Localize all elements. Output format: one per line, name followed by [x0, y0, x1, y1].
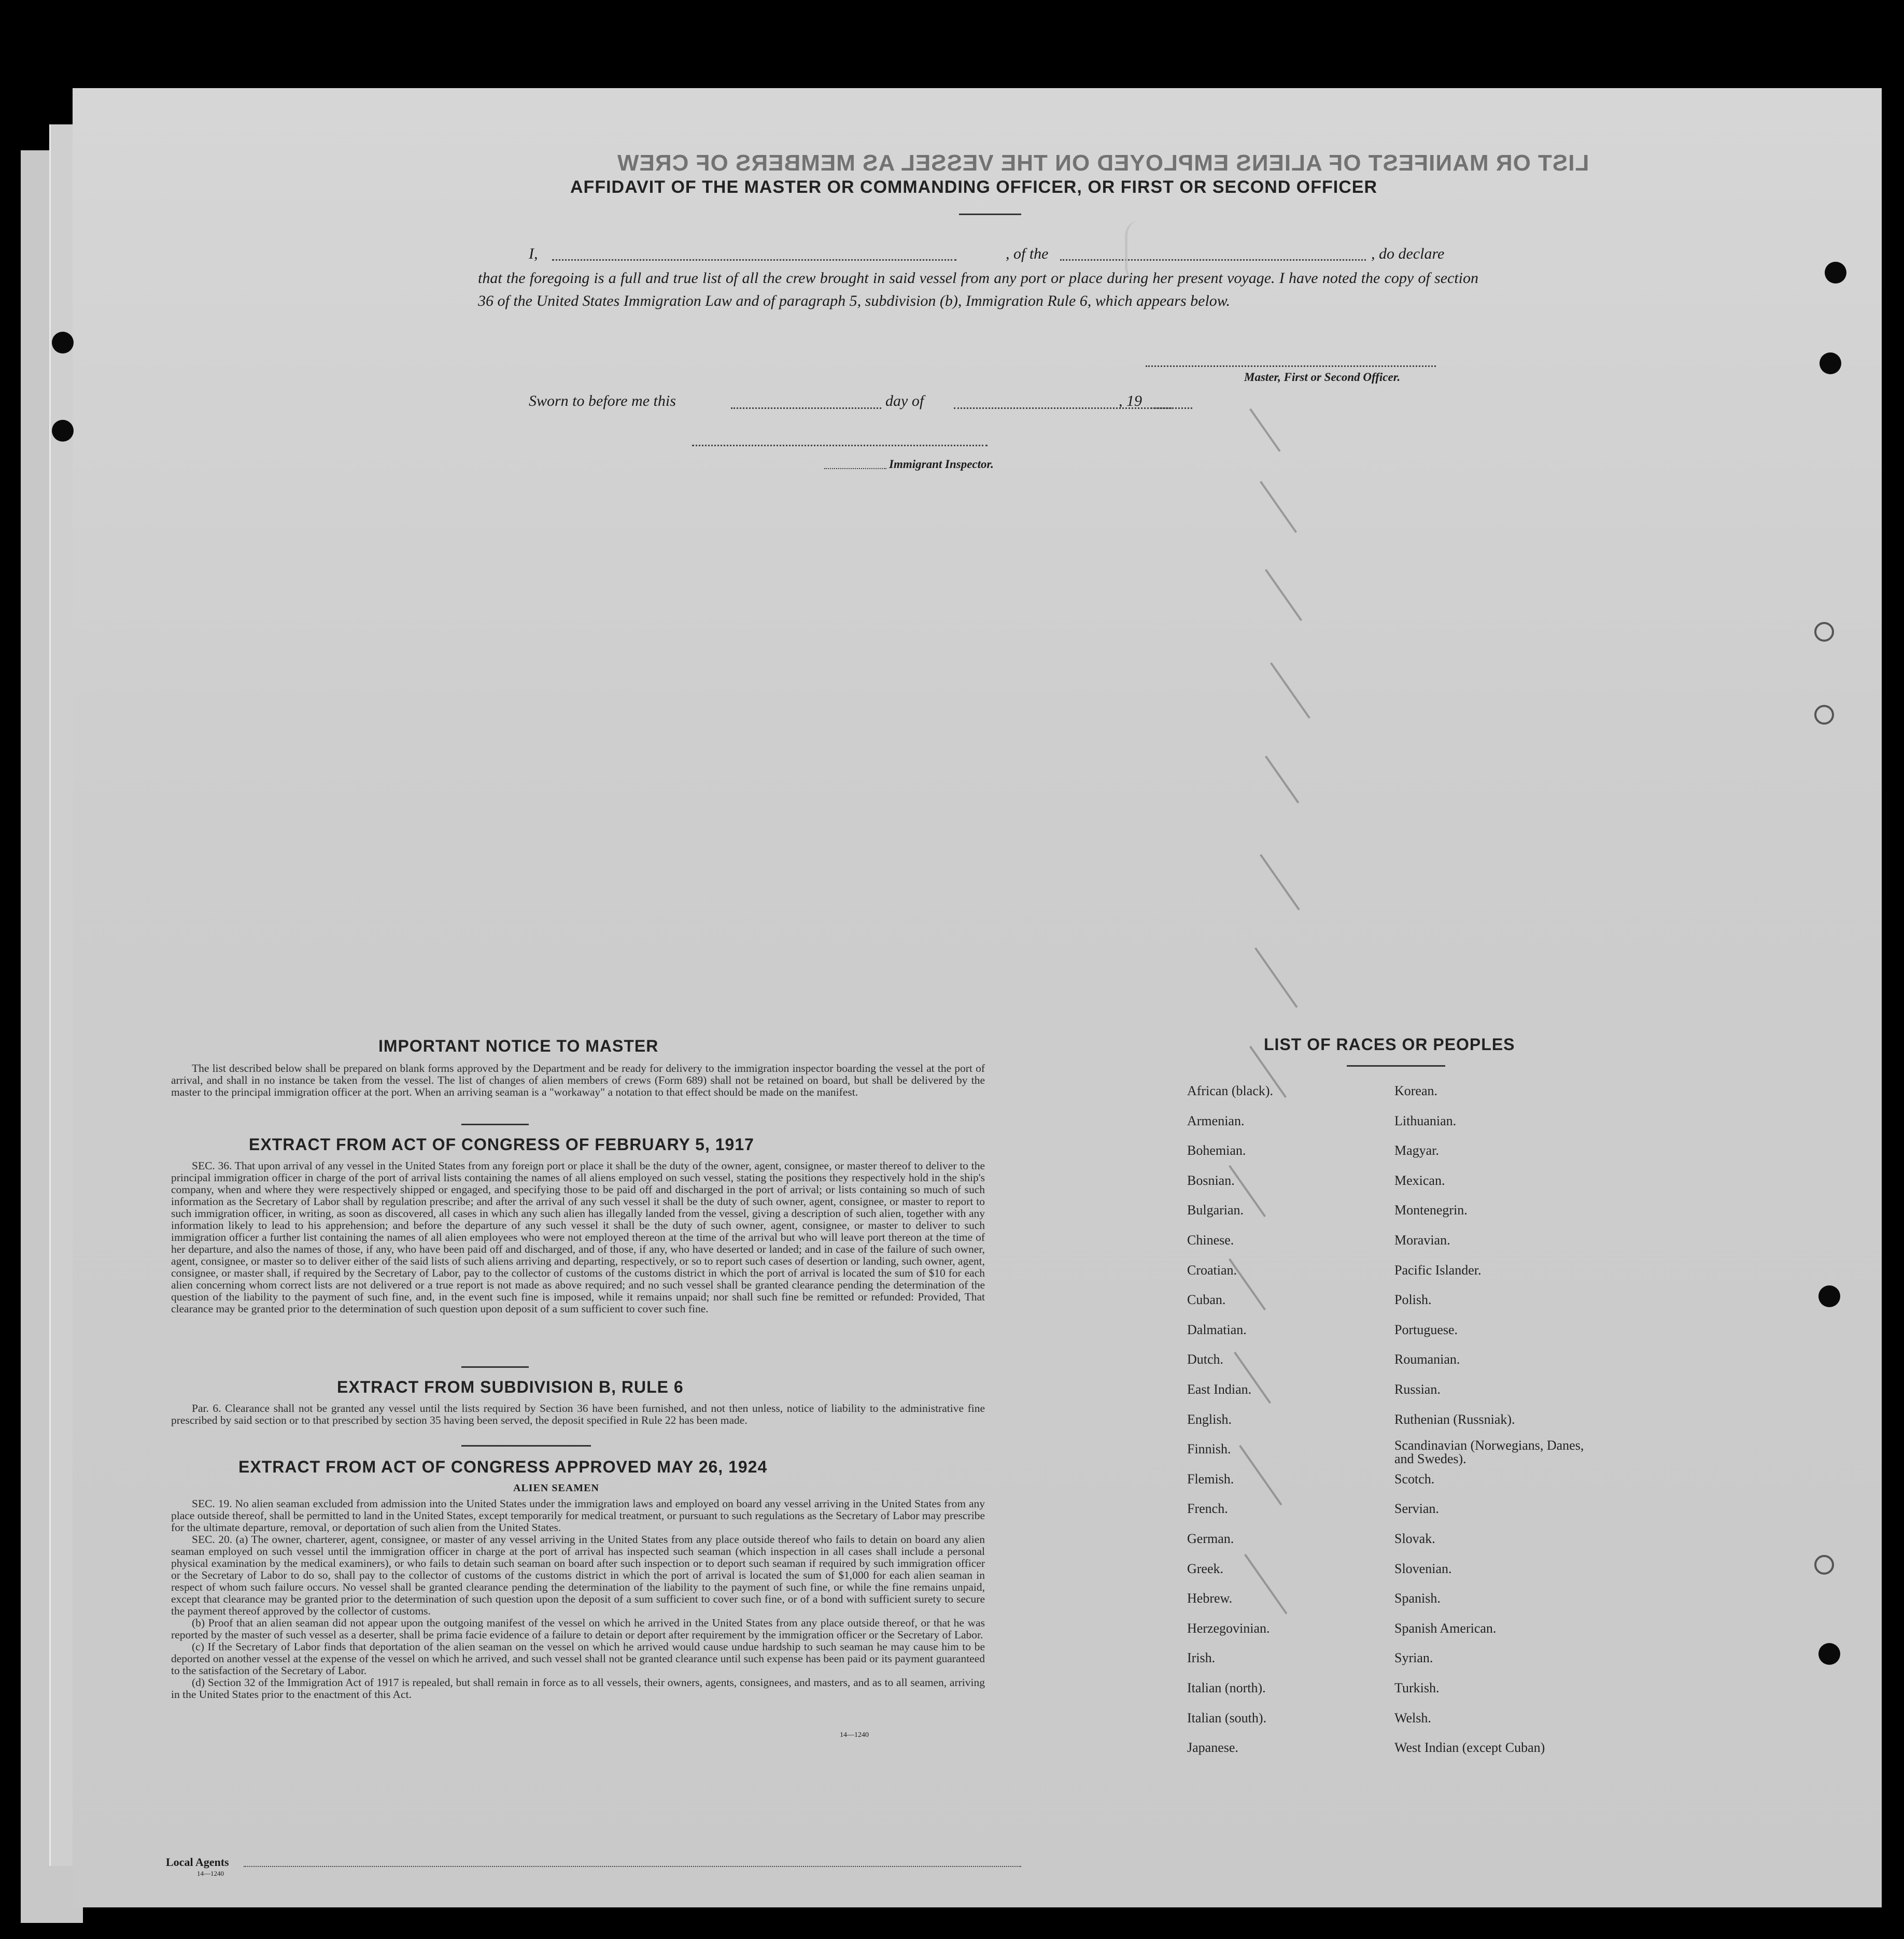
vessel-name-blank[interactable] — [1060, 259, 1366, 261]
ghost-header: LIST OR MANIFEST OF ALIENS EMPLOYED ON THE VESSEL AS MEMBERS OF CREW — [617, 150, 1589, 176]
races-title: LIST OF RACES OR PEOPLES — [1264, 1035, 1515, 1054]
race-item: Turkish. — [1394, 1680, 1440, 1695]
race-item: Scotch. — [1394, 1471, 1435, 1487]
race-item: Dalmatian. — [1187, 1322, 1247, 1337]
day-blank[interactable] — [731, 407, 881, 409]
footer-code: 14—1240 — [197, 1870, 224, 1877]
extract-1924-body — [171, 1498, 985, 1701]
race-item: French. — [1187, 1501, 1228, 1517]
pencil-slash — [1265, 756, 1299, 803]
pencil-slash — [1249, 408, 1281, 452]
inspector-signature-line[interactable] — [692, 445, 988, 446]
inspector-prefix-line — [824, 468, 886, 469]
race-item: Ruthenian (Russniak). — [1394, 1411, 1515, 1427]
race-item: East Indian. — [1187, 1382, 1252, 1397]
race-item: Portuguese. — [1394, 1322, 1458, 1337]
race-item: Russian. — [1394, 1382, 1441, 1397]
pencil-mark — [1125, 220, 1159, 282]
master-name-blank[interactable] — [552, 259, 956, 261]
signature-line[interactable] — [1146, 365, 1436, 367]
binder-hole — [52, 420, 74, 442]
declare-i: I, — [529, 245, 538, 262]
race-item: Slovenian. — [1394, 1561, 1452, 1576]
binder-hole — [1825, 262, 1846, 284]
pencil-slash — [1260, 854, 1300, 911]
race-item: Scandinavian (Norwegians, Danes, and Swedes). — [1394, 1438, 1584, 1467]
notice-paragraph: The list described below shall be prepared on blank forms approved by the Department and be ready for delivery to the immigration inspector boarding the vessel at the port of arrival, and shall in no instance be taken from the vessel. The list of changes of alien members of crews (Form 689) shall not be retained on board, but shall be delivered by the master to the principal immigration officer at the port. When an arriving seaman is a "workaway" a notation to that effect should be made on the manifest. — [171, 1062, 985, 1098]
binder-hole — [1814, 622, 1834, 642]
divider — [1347, 1065, 1445, 1067]
race-item: Roumanian. — [1394, 1352, 1460, 1367]
inspector-label: Immigrant Inspector. — [889, 458, 994, 471]
pencil-slash — [1270, 662, 1310, 719]
pencil-slash — [1260, 481, 1297, 533]
race-item: Herzegovinian. — [1187, 1620, 1270, 1636]
year-blank[interactable] — [1151, 407, 1172, 409]
day-of-text: day of — [885, 392, 924, 409]
race-item: Armenian. — [1187, 1113, 1245, 1128]
notice-title: IMPORTANT NOTICE TO MASTER — [378, 1037, 659, 1055]
binder-hole — [1818, 1643, 1840, 1665]
race-item: Flemish. — [1187, 1471, 1234, 1487]
divider — [461, 1124, 529, 1125]
year-prefix: , 19 — [1119, 392, 1142, 409]
race-item: Greek. — [1187, 1561, 1224, 1576]
sec-20b-paragraph: (b) Proof that an alien seaman did not appear upon the outgoing manifest of the vessel on which he arrived in the United States from any place outside thereof, or that he was reported by the master of such vessel as a deserter, shall be prima facie evidence of a failure to detain or deport after requirement by the immigration officer or the Secretary of Labor. — [171, 1617, 985, 1641]
pencil-slash — [1244, 1554, 1288, 1615]
notice-body — [171, 1063, 985, 1098]
race-item: Magyar. — [1394, 1143, 1439, 1158]
race-item: Spanish. — [1394, 1591, 1441, 1606]
sec-19-paragraph: SEC. 19. No alien seaman excluded from admission into the United States under the immigration laws and employed on board any vessel arriving in the United States from any place outside thereof, shall be permitted to land in the United States, except temporarily for medical treatment, or pursuant to such regulations as the Secretary of Labor may prescribe for the ultimate departure, removal, or deportation of such alien from the United States. — [171, 1497, 985, 1534]
race-item: Hebrew. — [1187, 1591, 1233, 1606]
race-item: Japanese. — [1187, 1740, 1238, 1756]
race-item: Polish. — [1394, 1292, 1432, 1308]
alien-seamen-subtitle: ALIEN SEAMEN — [513, 1482, 599, 1494]
title-underline — [959, 214, 1021, 215]
of-the-text: , of the — [1006, 245, 1049, 262]
divider — [461, 1366, 529, 1368]
sworn-text: Sworn to before me this — [529, 392, 676, 409]
race-item: Spanish American. — [1394, 1620, 1497, 1636]
binder-hole — [1814, 1555, 1834, 1575]
binder-hole — [52, 332, 74, 353]
extract-rule6-body — [171, 1403, 985, 1426]
race-item: Finnish. — [1187, 1441, 1231, 1457]
race-item: Dutch. — [1187, 1352, 1224, 1367]
affidavit-body: that the foregoing is a full and true list of all the crew brought in said vessel from any port or place during her present voyage. I have noted the copy of section 36 of the United States Immigration Law and of paragraph 5, subdivision (b), Immigration Rule 6, which appears below. — [478, 270, 1478, 309]
binder-hole — [1814, 705, 1834, 725]
race-item: Welsh. — [1394, 1710, 1431, 1725]
local-agents-label: Local Agents — [166, 1856, 229, 1869]
pencil-slash — [1265, 569, 1302, 621]
document-page — [73, 88, 1882, 1907]
local-agents-line[interactable] — [244, 1866, 1021, 1867]
extract-1924-title: EXTRACT FROM ACT OF CONGRESS APPROVED MAY 26, 1924 — [238, 1457, 768, 1476]
race-item: Bosnian. — [1187, 1172, 1235, 1188]
pencil-slash — [1254, 947, 1298, 1008]
race-item: Mexican. — [1394, 1172, 1445, 1188]
race-item: Korean. — [1394, 1083, 1438, 1098]
form-code: 14—1240 — [840, 1731, 869, 1739]
sec-20d-paragraph: (d) Section 32 of the Immigration Act of 1917 is repealed, but shall remain in force as to all vessels, their owners, agents, consignees, and masters, and as to all seamen, arriving in the United States prior to the enactment of this Act. — [171, 1676, 985, 1701]
do-declare-text: , do declare — [1371, 245, 1445, 262]
binder-hole — [1820, 352, 1841, 374]
race-item: Syrian. — [1394, 1650, 1433, 1666]
race-item: Bulgarian. — [1187, 1202, 1244, 1218]
race-item: Moravian. — [1394, 1233, 1450, 1248]
race-item: West Indian (except Cuban) — [1394, 1740, 1545, 1756]
race-item: Irish. — [1187, 1650, 1216, 1666]
divider — [461, 1445, 591, 1447]
race-item: German. — [1187, 1531, 1234, 1546]
race-item: Montenegrin. — [1394, 1202, 1468, 1218]
section-36-paragraph: SEC. 36. That upon arrival of any vessel in the United States from any foreign port or place it shall be the duty of the owner, agent, consignee, or master thereof to deliver to the principal immigration officer in charge of the port of arrival lists containing the names of all aliens employed on such vessel, stating the positions they respectively hold in the ship's company, when and where they were respectively shipped or engaged, and specifying those to be paid off and discharged in the port of arrival; or lists containing so much of such information as the Secretary of Labor shall by regulation prescribe; and after the arrival of any such vessel it shall be the duty of such owner, agent, consignee, or master to report to such immigration officer, in writing, as soon as discovered, all cases in which any such alien has illegally landed from the vessel, giving a description of such alien, together with any information likely to lead to his apprehension; and before the departure of any such vessel it shall be the duty of such owner, agent, consignee, or master to deliver to such immigration officer a further list containing the names of all alien employees who were not employed thereon at the time of the arrival but who will leave port thereon at the time of her departure, and also the names of those, if any, who have been paid off and discharged, and of those, if any, who have deserted or landed; and in case of the failure of such owner, agent, consignee, or master so to deliver either of the said lists of such aliens arriving and departing, respectively, or so to report such cases of desertion or landing, such owner, agent, consignee, or master shall, if required by the Secretary of Labor, pay to the collector of customs of the customs district in which the port of arrival is located the sum of $10 for each alien concerning whom correct lists are not delivered or a true report is not made as above required; and no such vessel shall be granted clearance pending the determination of the question of the liability to the payment of such fine, and, in the event such fine is imposed, while it remains unpaid; nor shall such fine be remitted or refunded: Provided, That clearance may be granted prior to the determination of such question upon deposit of a sum sufficient to cover such fine. — [171, 1159, 985, 1315]
race-item: Croatian. — [1187, 1262, 1237, 1278]
race-item: Bohemian. — [1187, 1143, 1246, 1158]
race-item: African (black). — [1187, 1083, 1274, 1098]
extract-rule6-title: EXTRACT FROM SUBDIVISION B, RULE 6 — [337, 1378, 684, 1396]
race-item: Italian (north). — [1187, 1680, 1266, 1695]
race-item: Cuban. — [1187, 1292, 1226, 1308]
signature-label: Master, First or Second Officer. — [1244, 371, 1401, 384]
race-item: Slovak. — [1394, 1531, 1435, 1546]
race-item: Pacific Islander. — [1394, 1262, 1482, 1278]
race-item: Servian. — [1394, 1501, 1439, 1517]
par-6-paragraph: Par. 6. Clearance shall not be granted any vessel until the lists required by Section 36 have been furnished, and not then unless, notice of liability to the administrative fine prescribed by said section or to that prescribed by section 35 having been served, the deposit specified in Rule 22 has been made. — [171, 1402, 985, 1426]
race-item: Lithuanian. — [1394, 1113, 1457, 1128]
affidavit-title: AFFIDAVIT OF THE MASTER OR COMMANDING OFFICER, OR FIRST OR SECOND OFFICER — [570, 177, 1377, 197]
race-item: Italian (south). — [1187, 1710, 1267, 1725]
sec-20c-paragraph: (c) If the Secretary of Labor finds that deportation of the alien seaman on the vessel on which he arrived would cause undue hardship to such seaman he may cause him to be deported on another vessel at the expense of the vessel on which he arrived, and such vessel shall not be granted clearance until such expense has been paid or its payment guaranteed to the satisfaction of the Secretary of Labor. — [171, 1640, 985, 1677]
extract-1917-title: EXTRACT FROM ACT OF CONGRESS OF FEBRUARY 5, 1917 — [249, 1135, 754, 1154]
race-item: Chinese. — [1187, 1233, 1234, 1248]
extract-1917-body — [171, 1160, 985, 1315]
binder-hole — [1818, 1285, 1840, 1307]
sec-20a-paragraph: SEC. 20. (a) The owner, charterer, agent, consignee, or master of any vessel arriving in the United States from any place outside thereof who fails to detain on board any alien seaman employed on such vessel until the immigration officer in charge at the port of arrival has inspected such seaman (which inspection in all cases shall include a personal physical examination by the medical examiners), or who fails to detain such seaman on board after such inspection or to deport such seaman if required by such immigration officer or the Secretary of Labor to do so, shall pay to the collector of customs of the customs district in which the port of arrival is located the sum of $1,000 for each alien seaman in respect of whom such failure occurs. No vessel shall be granted clearance pending the determination of the liability to the payment of such fine, or while the fine remains unpaid, except that clearance may be granted prior to the determination of such question upon the deposit of a sum sufficient to cover such fine, or of a bond with sufficient surety to secure the payment thereof approved by the collector of customs. — [171, 1533, 985, 1617]
race-item: English. — [1187, 1411, 1232, 1427]
pencil-slash — [1239, 1445, 1282, 1506]
